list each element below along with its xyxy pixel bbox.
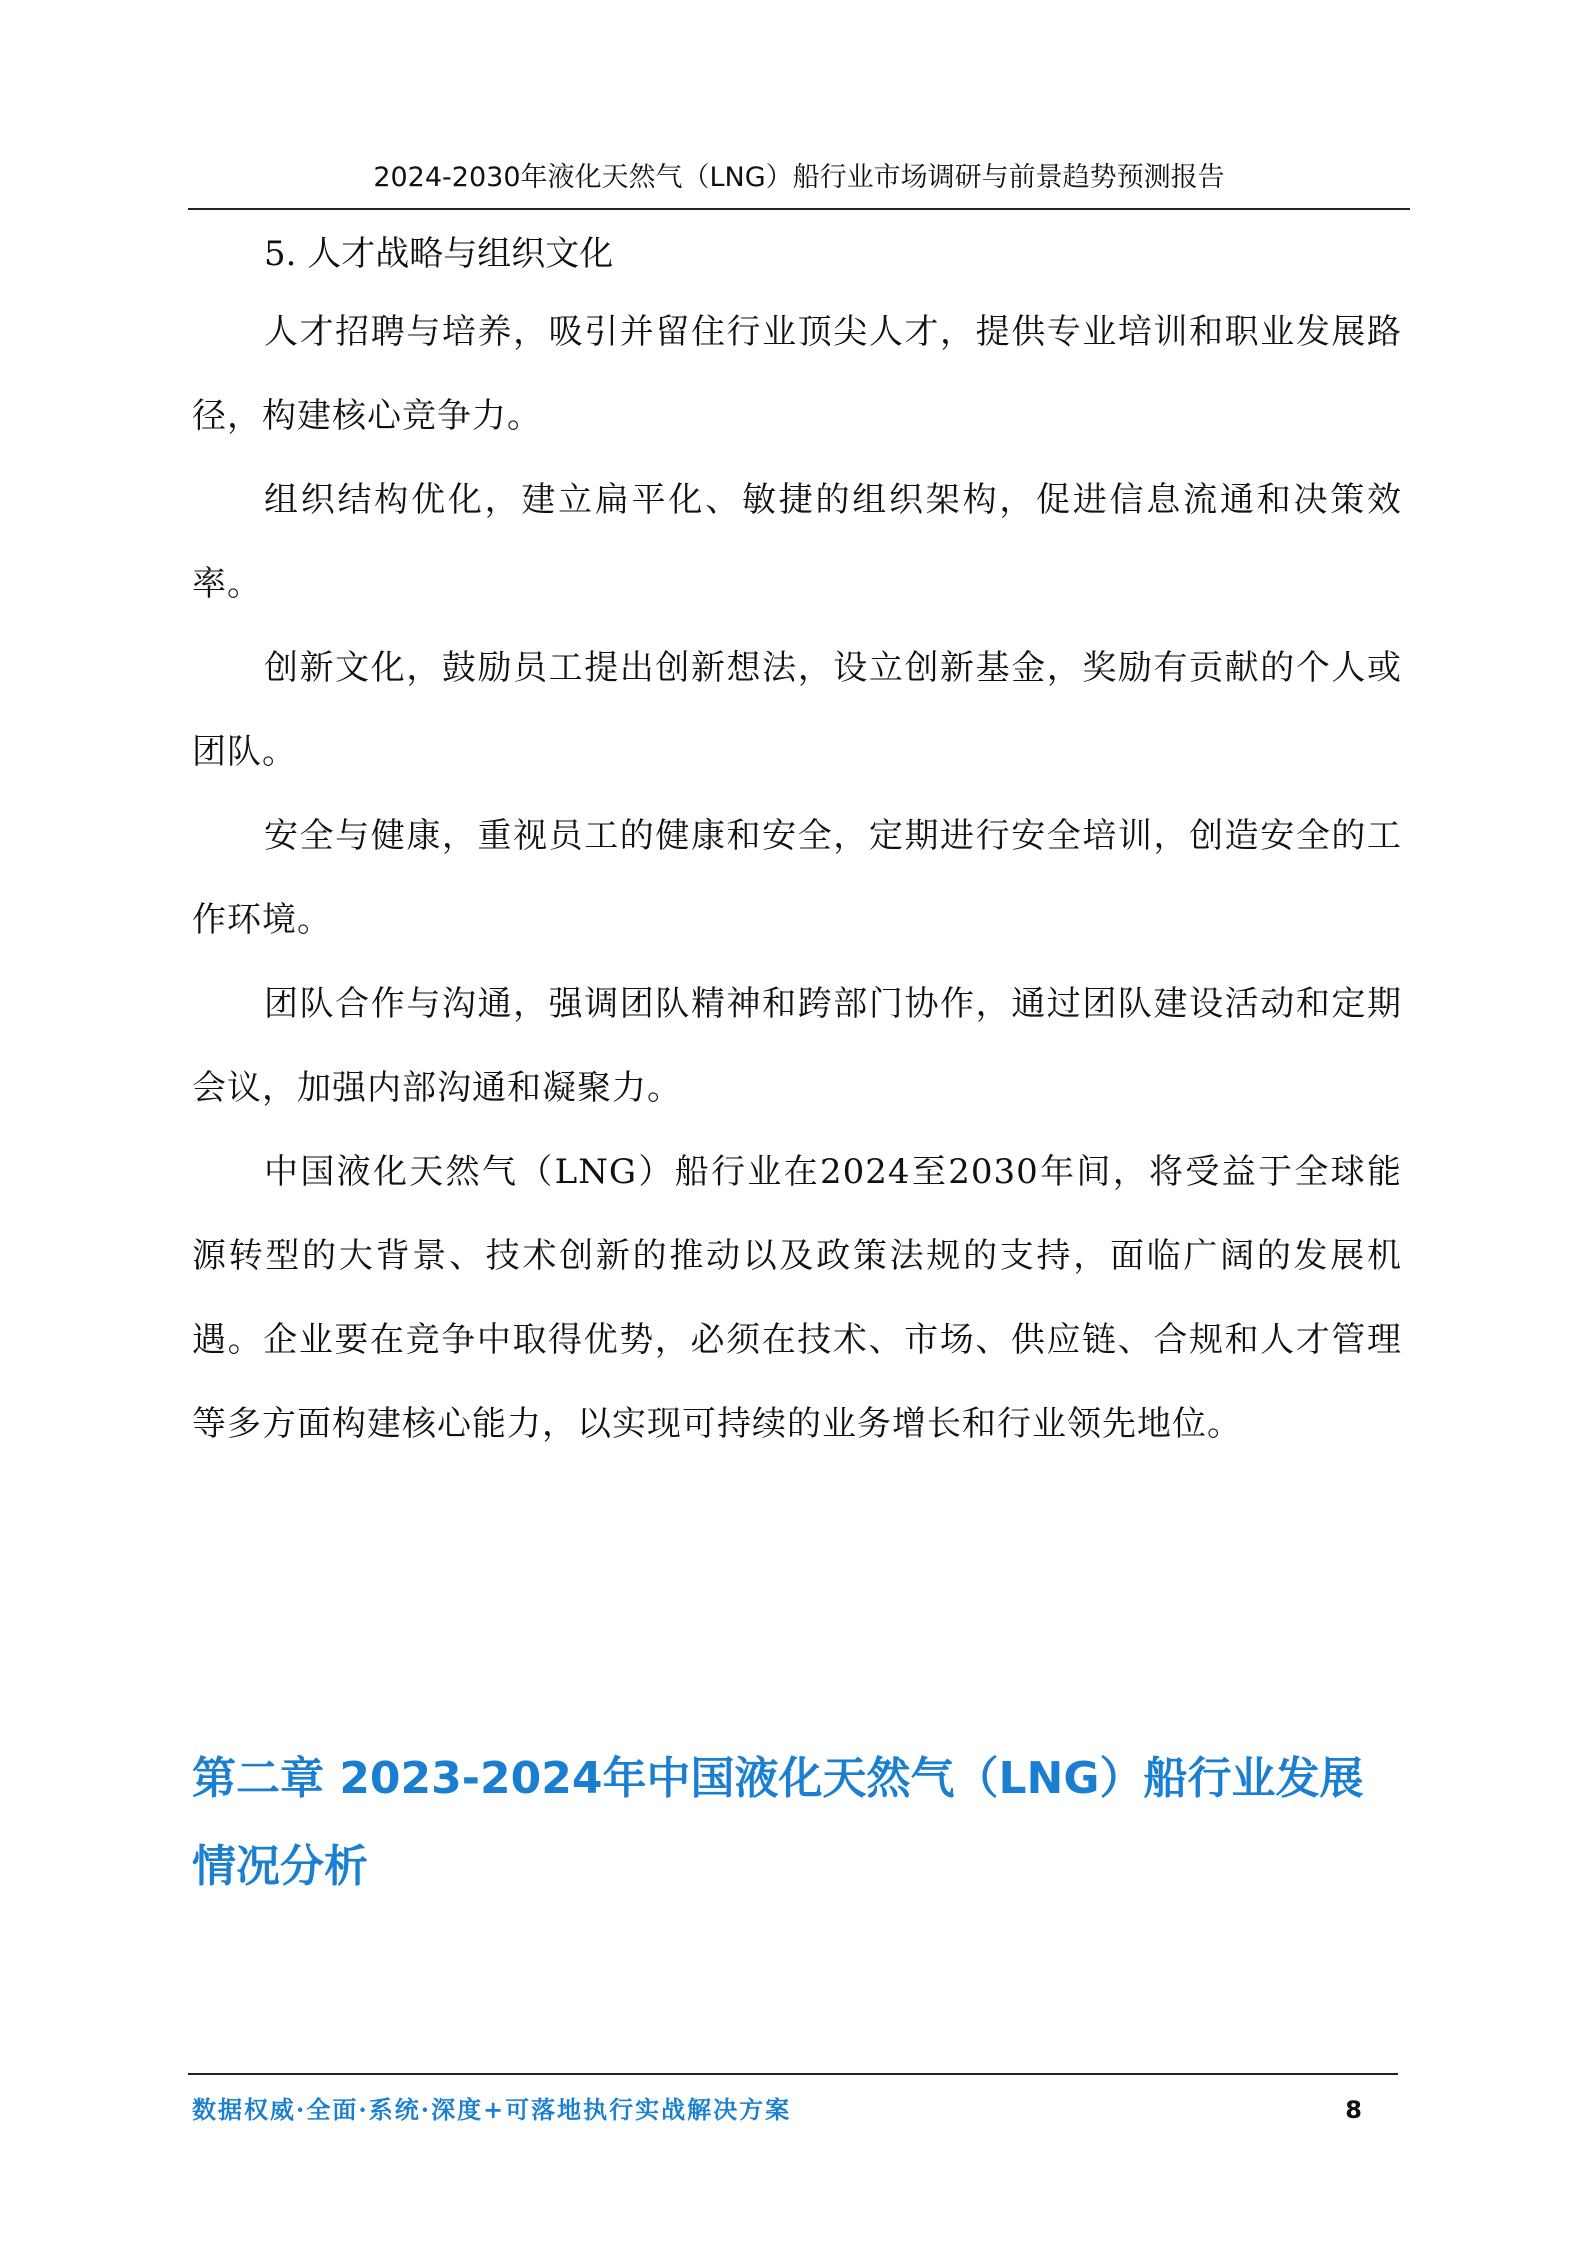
paragraph-talent-recruitment: 人才招聘与培养，吸引并留住行业顶尖人才，提供专业培训和职业发展路径，构建核心竞争力。 (192, 312, 1402, 436)
paragraph-org-structure: 组织结构优化，建立扁平化、敏捷的组织架构，促进信息流通和决策效率。 (192, 480, 1402, 604)
header-divider (188, 208, 1410, 210)
page-number: 8 (1345, 2096, 1362, 2124)
section-heading: 5. 人才战略与组织文化 (264, 234, 614, 274)
footer-divider (188, 2073, 1398, 2075)
chapter-title: 第二章 2023-2024年中国液化天然气（LNG）船行业发展情况分析 (192, 1753, 1364, 1892)
paragraph-safety-health: 安全与健康，重视员工的健康和安全，定期进行安全培训，创造安全的工作环境。 (192, 816, 1402, 940)
footer-slogan: 数据权威·全面·系统·深度+可落地执行实战解决方案 (192, 2095, 792, 2124)
paragraph-innovation-culture: 创新文化，鼓励员工提出创新想法，设立创新基金，奖励有贡献的个人或团队。 (192, 648, 1402, 772)
page-body (192, 218, 1402, 1466)
report-header-title: 2024-2030年液化天然气（LNG）船行业市场调研与前景趋势预测报告 (373, 162, 1225, 193)
summary-paragraph: 中国液化天然气（LNG）船行业在2024至2030年间，将受益于全球能源转型的大背景、技术创新的推动以及政策法规的支持，面临广阔的发展机遇。企业要在竞争中取得优势，必须在技术、市场、供应链、合规和人才管理等多方面构建核心能力，以实现可持续的业务增长和行业领先地位。 (192, 1152, 1402, 1444)
paragraph-teamwork: 团队合作与沟通，强调团队精神和跨部门协作，通过团队建设活动和定期会议，加强内部沟通和凝聚力。 (192, 984, 1402, 1108)
